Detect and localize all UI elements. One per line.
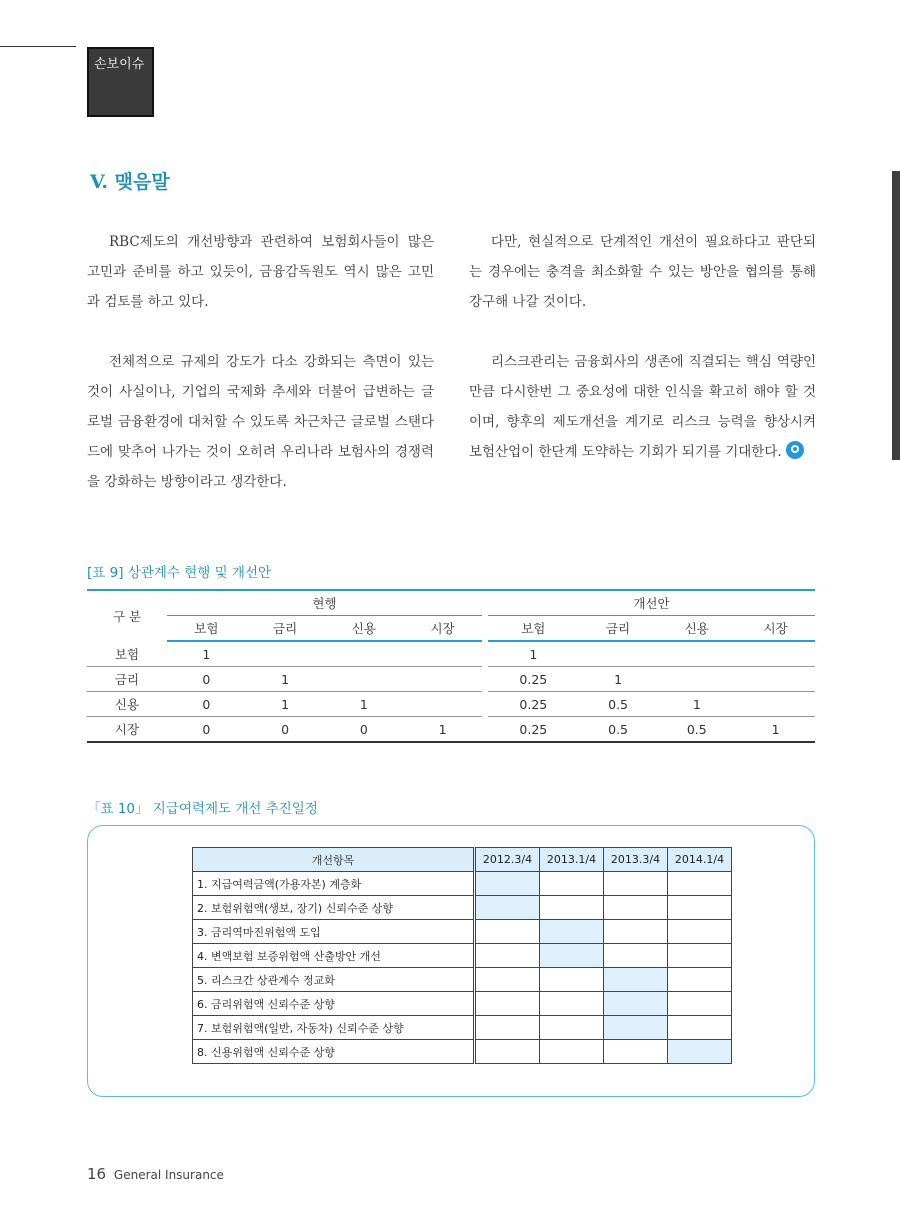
col-header: 금리 xyxy=(579,616,658,642)
cell: 0 xyxy=(167,667,246,692)
paragraph: 다만, 현실적으로 단계적인 개선이 필요하다고 판단되는 경우에는 충격을 최소화할 수 있는 방안을 협의를 통해 강구해 나갈 것이다. xyxy=(469,234,816,310)
col-header: 시장 xyxy=(403,616,482,642)
col-header: 금리 xyxy=(246,616,325,642)
cell: 0 xyxy=(167,717,246,743)
schedule-cell xyxy=(475,992,540,1016)
group-proposed: 개선안 xyxy=(488,590,815,616)
schedule-cell xyxy=(668,1040,732,1064)
cell: 1 xyxy=(246,667,325,692)
schedule-item-label: 4. 변액보험 보증위험액 산출방안 개선 xyxy=(193,944,475,968)
cell: 1 xyxy=(736,717,815,743)
schedule-row xyxy=(193,1016,732,1040)
schedule-cell xyxy=(604,968,668,992)
cell: 1 xyxy=(246,692,325,717)
schedule-cell xyxy=(475,920,540,944)
table-row xyxy=(87,717,815,743)
table-row xyxy=(87,641,815,667)
cell: 1 xyxy=(324,692,403,717)
cell xyxy=(736,692,815,717)
table-row xyxy=(87,667,815,692)
schedule-cell xyxy=(540,896,604,920)
cell xyxy=(246,641,325,667)
cell xyxy=(579,641,658,667)
paragraph: RBC제도의 개선방향과 관련하여 보험회사들이 많은 고민과 준비를 하고 있듯이, 금융감독원도 역시 많은 고민과 검토를 하고 있다. xyxy=(87,234,434,310)
left-column xyxy=(87,227,434,527)
row-label: 금리 xyxy=(87,667,167,692)
section-title: V. 맺음말 xyxy=(90,171,170,193)
cell: 1 xyxy=(488,641,579,667)
col-header: 시장 xyxy=(736,616,815,642)
cell: 1 xyxy=(167,641,246,667)
schedule-cell xyxy=(668,872,732,896)
group-current: 현행 xyxy=(167,590,482,616)
publication-name: General Insurance xyxy=(113,1168,224,1182)
schedule-row xyxy=(193,920,732,944)
schedule-row xyxy=(193,1040,732,1064)
schedule-cell xyxy=(604,896,668,920)
cell xyxy=(324,667,403,692)
cell xyxy=(403,667,482,692)
row-label: 신용 xyxy=(87,692,167,717)
table10-caption: 「표 10」 지급여력제도 개선 추진일정 xyxy=(87,801,318,817)
schedule-table xyxy=(192,847,732,1064)
cell: 1 xyxy=(403,717,482,743)
header-rule xyxy=(0,46,76,47)
cell: 1 xyxy=(579,667,658,692)
end-logo-icon xyxy=(786,441,804,459)
schedule-cell xyxy=(668,992,732,1016)
col-header: 신용 xyxy=(324,616,403,642)
schedule-item-label: 6. 금리위험액 신뢰수준 상향 xyxy=(193,992,475,1016)
paragraph-with-end-mark xyxy=(469,347,816,467)
schedule-row xyxy=(193,992,732,1016)
cell: 1 xyxy=(657,692,736,717)
row-label: 시장 xyxy=(87,717,167,743)
period-header: 2012.3/4 xyxy=(475,848,540,872)
schedule-cell xyxy=(540,1040,604,1064)
cell: 0.25 xyxy=(488,692,579,717)
row-label: 보험 xyxy=(87,641,167,667)
schedule-item-label: 5. 리스크간 상관계수 정교화 xyxy=(193,968,475,992)
schedule-row xyxy=(193,896,732,920)
col-header: 보험 xyxy=(488,616,579,642)
cell: 0.5 xyxy=(579,692,658,717)
row-header: 구 분 xyxy=(87,590,167,641)
schedule-row xyxy=(193,944,732,968)
schedule-item-label: 1. 지급여력금액(가용자본) 계층화 xyxy=(193,872,475,896)
schedule-cell xyxy=(475,1016,540,1040)
period-header: 2014.1/4 xyxy=(668,848,732,872)
schedule-cell xyxy=(668,968,732,992)
cell: 0 xyxy=(324,717,403,743)
schedule-cell xyxy=(540,920,604,944)
right-column xyxy=(469,227,816,497)
cell: 0.5 xyxy=(657,717,736,743)
cell xyxy=(657,641,736,667)
page-footer xyxy=(87,1165,224,1183)
cell xyxy=(736,641,815,667)
schedule-cell xyxy=(475,944,540,968)
cell: 0.5 xyxy=(579,717,658,743)
item-header: 개선항목 xyxy=(193,848,475,872)
period-header: 2013.1/4 xyxy=(540,848,604,872)
schedule-cell xyxy=(668,1016,732,1040)
schedule-cell xyxy=(604,992,668,1016)
schedule-item-label: 8. 신용위험액 신뢰수준 상향 xyxy=(193,1040,475,1064)
page-number: 16 xyxy=(87,1165,107,1183)
cell: 0.25 xyxy=(488,717,579,743)
schedule-cell xyxy=(604,944,668,968)
period-header: 2013.3/4 xyxy=(604,848,668,872)
schedule-cell xyxy=(604,872,668,896)
cell xyxy=(403,641,482,667)
table9-caption: [표 9] 상관계수 현행 및 개선안 xyxy=(87,565,272,581)
schedule-cell xyxy=(540,944,604,968)
schedule-cell xyxy=(475,1040,540,1064)
col-header: 신용 xyxy=(657,616,736,642)
cell xyxy=(736,667,815,692)
issue-label-box xyxy=(87,47,154,117)
schedule-cell xyxy=(475,896,540,920)
col-header: 보험 xyxy=(167,616,246,642)
schedule-row xyxy=(193,872,732,896)
schedule-cell xyxy=(540,992,604,1016)
correlation-table xyxy=(87,589,815,743)
cell xyxy=(403,692,482,717)
page-edge-tab xyxy=(892,171,900,460)
schedule-cell xyxy=(668,944,732,968)
schedule-cell xyxy=(475,968,540,992)
schedule-cell xyxy=(540,1016,604,1040)
cell: 0.25 xyxy=(488,667,579,692)
schedule-cell xyxy=(540,872,604,896)
schedule-row xyxy=(193,968,732,992)
paragraph: 전체적으로 규제의 강도가 다소 강화되는 측면이 있는 것이 사실이나, 기업의 국제화 추세와 더불어 급변하는 글로벌 금융환경에 대처할 수 있도록 차근차근 글로벌 스탠다드에 맞추어 나가는 것이 오히려 우리나라 보험사의 경쟁력을 강화하는 방향이라고 생각한다. xyxy=(87,354,434,490)
paragraph-text: 리스크관리는 금융회사의 생존에 직결되는 핵심 역량인 만큼 다시한번 그 중요성에 대한 인식을 확고히 해야 할 것이며, 향후의 제도개선을 계기로 리스크 능력을 향상시켜 보험산업이 한단계 도약하는 기회가 되기를 기대한다. xyxy=(469,354,816,460)
issue-label: 손보이슈 xyxy=(94,57,145,72)
schedule-cell xyxy=(668,920,732,944)
cell: 0 xyxy=(167,692,246,717)
cell: 0 xyxy=(246,717,325,743)
schedule-cell xyxy=(668,896,732,920)
schedule-item-label: 2. 보험위험액(생보, 장기) 신뢰수준 상향 xyxy=(193,896,475,920)
schedule-cell xyxy=(604,920,668,944)
schedule-item-label: 7. 보험위험액(일반, 자동차) 신뢰수준 상향 xyxy=(193,1016,475,1040)
cell xyxy=(324,641,403,667)
schedule-item-label: 3. 금리역마진위험액 도입 xyxy=(193,920,475,944)
cell xyxy=(657,667,736,692)
schedule-cell xyxy=(604,1040,668,1064)
table-row xyxy=(87,692,815,717)
schedule-cell xyxy=(475,872,540,896)
schedule-cell xyxy=(540,968,604,992)
schedule-cell xyxy=(604,1016,668,1040)
